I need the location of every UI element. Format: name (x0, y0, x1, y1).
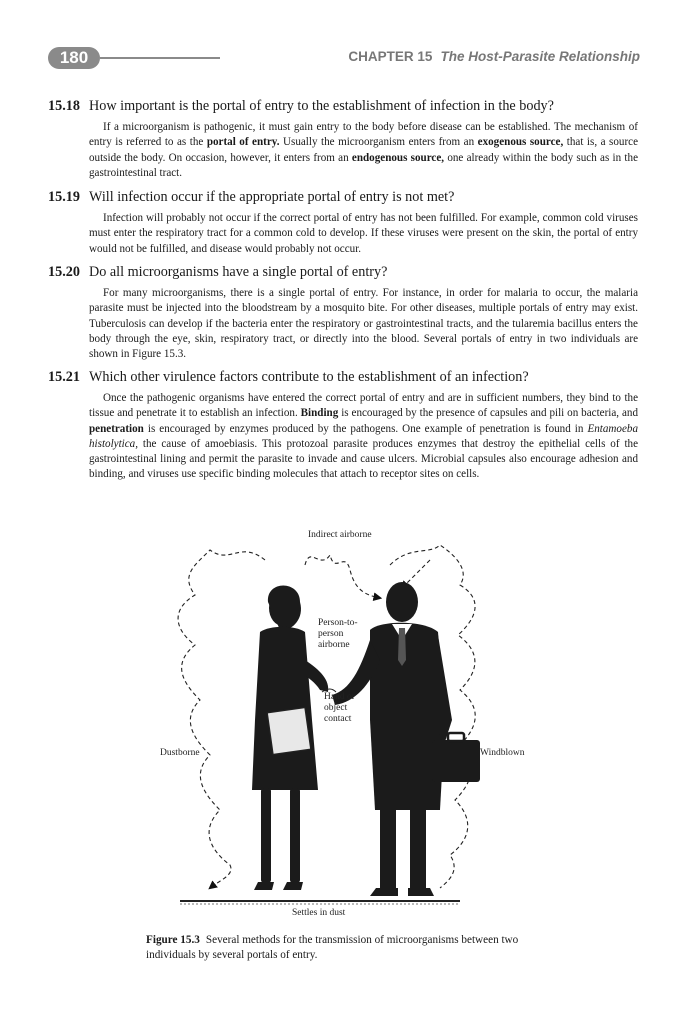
bold-term: portal of entry. (206, 136, 280, 149)
question (48, 97, 638, 115)
answer-paragraph (89, 211, 638, 257)
question-text: Which other virulence factors contribute to the establishment of an infection? (89, 369, 529, 385)
question-block-15-18 (48, 97, 638, 181)
question-number: 15.19 (48, 189, 80, 205)
answer-text: that is, a source outside the body. On occasion, however, it enters from an (89, 136, 638, 164)
answer-text: one already within the body such as in the gastrointestinal tract. (89, 151, 638, 179)
bold-term: penetration (89, 422, 144, 435)
page-number: 180 (48, 47, 100, 69)
bold-term: exogenous source, (477, 136, 564, 149)
header-rule (100, 57, 220, 59)
answer-paragraph (89, 391, 638, 483)
question-number: 15.20 (48, 264, 80, 280)
italic-term: Entamoeba histolytica, (89, 422, 638, 450)
briefcase (432, 733, 480, 782)
answer-text: Once the pathogenic organisms have entered the correct portal of entry and are in sufficient numbers, they bind to the tissue and penetrate it to establish an infection. (89, 392, 638, 420)
question-number: 15.18 (48, 98, 80, 114)
chapter-title: The Host-Parasite Relationship (440, 49, 640, 64)
answer-text: Infection will probably not occur if the correct portal of entry has not been fulfilled. For example, common cold viruses must enter the respiratory tract for a common cold to develop. If these viruses were present on the skin, the portal of entry would not be fulfilled, and disease would probably not occur. (89, 212, 638, 255)
label-windblown: Windblown (480, 748, 525, 758)
chapter-label: CHAPTER 15 (348, 49, 433, 64)
answer-text: the cause of amoebiasis. This protozoal parasite produces enzymes that destroy the epithelial cells of the gastrointestinal lining and permit the parasite to invade and cause ulcers. Microbial capsules also encourage adhesion and binding, and viruses use specific binding molecules that attach to receptor sites on cells. (89, 437, 638, 481)
label-dustborne: Dustborne (160, 748, 200, 758)
answer-text: is encouraged by the presence of capsules and pili on bacteria, and (338, 407, 639, 420)
label-indirect-airborne: Indirect airborne (308, 530, 372, 540)
transmission-figure (140, 520, 540, 920)
folder (267, 708, 310, 755)
indirect-airborne-route (305, 555, 380, 598)
answer-text: is encouraged by enzymes produced by the pathogens. One example of penetration is found in (143, 422, 588, 435)
page-header (48, 44, 640, 72)
answer-text: Usually the microorganism enters from an (279, 136, 478, 149)
bold-term: Binding (300, 407, 339, 420)
answer-paragraph (89, 120, 638, 181)
figure-caption (146, 933, 526, 962)
caption-label: Figure 15.3 (146, 934, 200, 946)
answer-text: For many microorganisms, there is a single portal of entry. For instance, in order for malaria to occur, the malaria parasite must be injected into the bloodstream by a mosquito bite. For other diseases, multiple portals of entry may exist. Tuberculosis can develop if the bacteria enter the respiratory or gastrointestinal tracts, and the tularemia bacillus enters the body through the eye, skin, respiratory tract, or directly into the blood. Several portals of entry in two individuals are shown in Figure 15.3. (89, 287, 638, 361)
question-text: Do all microorganisms have a single portal of entry? (89, 264, 388, 280)
label-person-to-person: Person-to- person airborne (318, 618, 358, 650)
bold-term: endogenous source, (351, 151, 445, 164)
chapter-heading (348, 49, 640, 64)
answer-text: If a microorganism is pathogenic, it must gain entry to the body before disease can be established. The mechanism of entry is referred to as the (89, 121, 638, 149)
answer-paragraph (89, 286, 638, 362)
label-settles-in-dust: Settles in dust (292, 908, 346, 918)
question-block-15-20 (48, 263, 638, 362)
question-text: Will infection occur if the appropriate portal of entry is not met? (89, 189, 455, 205)
question (48, 368, 638, 386)
question-number: 15.21 (48, 369, 80, 385)
question (48, 263, 638, 281)
label-hand-or-object: Hand or object contact (324, 692, 355, 724)
question-block-15-19 (48, 188, 638, 257)
left-wavy-boundary (178, 550, 265, 888)
question-block-15-21 (48, 368, 638, 483)
question-text: How important is the portal of entry to the establishment of infection in the body? (89, 98, 554, 114)
question (48, 188, 638, 206)
caption-text: Several methods for the transmission of microorganisms between two individuals by several portals of entry. (146, 934, 519, 961)
